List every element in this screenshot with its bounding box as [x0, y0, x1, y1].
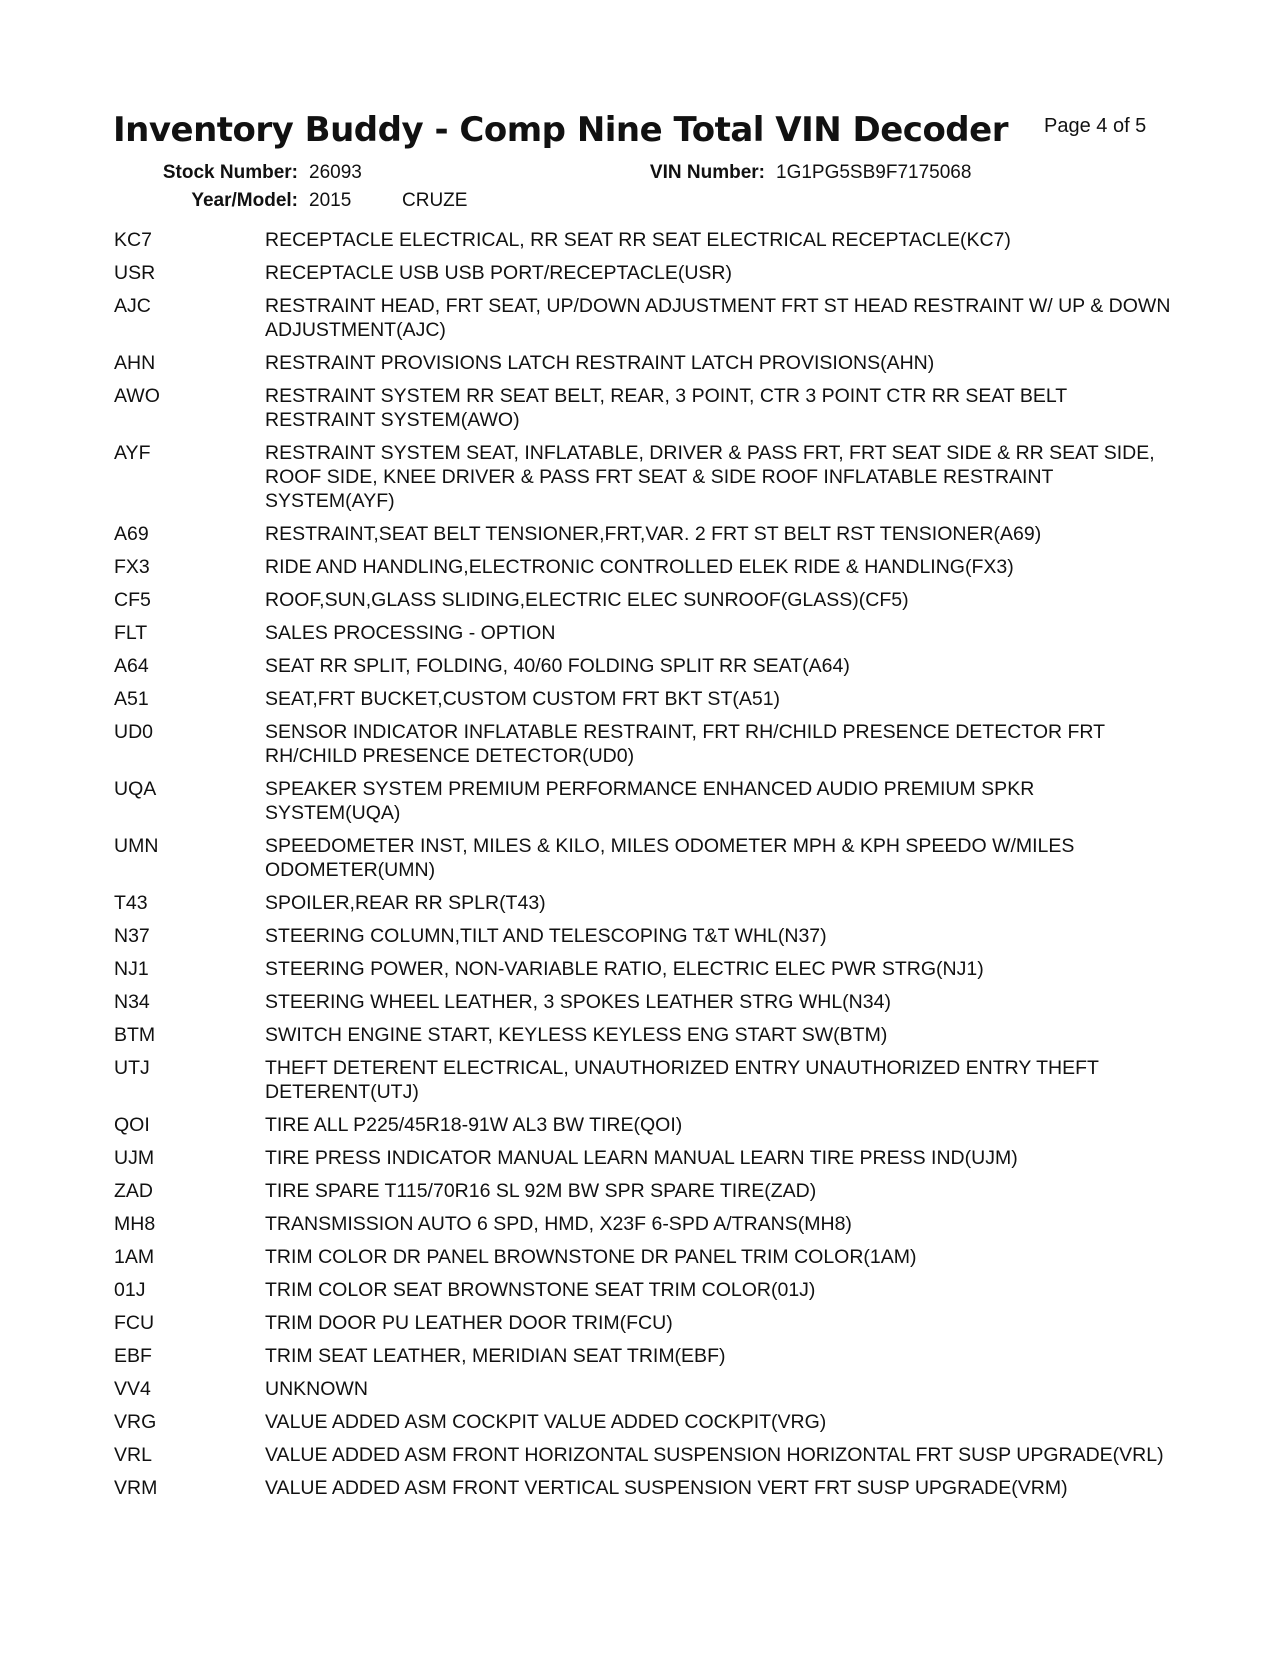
option-code: MH8 [114, 1213, 156, 1235]
page-number: Page 4 of 5 [1044, 115, 1147, 137]
option-code-row [114, 654, 1174, 678]
option-code: N34 [114, 991, 150, 1013]
option-code: VRG [114, 1411, 157, 1433]
option-code-row [114, 924, 1174, 948]
option-description: TRIM DOOR PU LEATHER DOOR TRIM(FCU) [265, 1312, 673, 1334]
option-description: RESTRAINT,SEAT BELT TENSIONER,FRT,VAR. 2 FRT ST BELT RST TENSIONER(A69) [265, 523, 1042, 545]
option-code-row [114, 384, 1174, 432]
option-code-row [114, 1179, 1174, 1203]
option-code-row [114, 957, 1174, 981]
option-description: SEAT RR SPLIT, FOLDING, 40/60 FOLDING SPLIT RR SEAT(A64) [265, 655, 850, 677]
option-code-row [114, 351, 1174, 375]
option-code-list [114, 228, 1174, 1509]
option-code-row [114, 777, 1174, 825]
option-code: UTJ [114, 1057, 150, 1079]
option-description: VALUE ADDED ASM COCKPIT VALUE ADDED COCKPIT(VRG) [265, 1411, 827, 1433]
option-description: SALES PROCESSING - OPTION [265, 622, 556, 644]
option-description: SPEAKER SYSTEM PREMIUM PERFORMANCE ENHANCED AUDIO PREMIUM SPKR SYSTEM(UQA) [265, 778, 1035, 824]
option-description: SWITCH ENGINE START, KEYLESS KEYLESS ENG START SW(BTM) [265, 1024, 888, 1046]
option-code: AWO [114, 385, 160, 407]
option-description: RECEPTACLE ELECTRICAL, RR SEAT RR SEAT ELECTRICAL RECEPTACLE(KC7) [265, 229, 1011, 251]
year-value: 2015 [309, 190, 352, 211]
stock-number-label: Stock Number: [162, 162, 298, 183]
option-code-row [114, 555, 1174, 579]
vin-number-label: VIN Number: [649, 162, 765, 183]
option-description: TIRE PRESS INDICATOR MANUAL LEARN MANUAL LEARN TIRE PRESS IND(UJM) [265, 1147, 1018, 1169]
option-description: RESTRAINT SYSTEM SEAT, INFLATABLE, DRIVER & PASS FRT, FRT SEAT SIDE & RR SEAT SIDE, ROOF SIDE, KNEE DRIVER & PASS FRT SEAT & SIDE ROOF INFLATABLE RESTRAINT SYSTEM(AYF) [265, 442, 1155, 512]
option-code: VV4 [114, 1378, 151, 1400]
option-description: SENSOR INDICATOR INFLATABLE RESTRAINT, FRT RH/CHILD PRESENCE DETECTOR FRT RH/CHILD PRESENCE DETECTOR(UD0) [265, 721, 1105, 767]
option-code: A51 [114, 688, 149, 710]
option-code: A64 [114, 655, 149, 677]
option-code: FLT [114, 622, 148, 644]
option-description: RESTRAINT PROVISIONS LATCH RESTRAINT LATCH PROVISIONS(AHN) [265, 352, 935, 374]
option-code: CF5 [114, 589, 151, 611]
option-code-row [114, 1023, 1174, 1047]
option-code-row [114, 1245, 1174, 1269]
option-code: VRL [114, 1444, 152, 1466]
option-code-row [114, 1146, 1174, 1170]
option-code: AJC [114, 295, 151, 317]
option-description: TRANSMISSION AUTO 6 SPD, HMD, X23F 6-SPD A/TRANS(MH8) [265, 1213, 852, 1235]
option-description: RECEPTACLE USB USB PORT/RECEPTACLE(USR) [265, 262, 733, 284]
option-description: TRIM COLOR DR PANEL BROWNSTONE DR PANEL TRIM COLOR(1AM) [265, 1246, 917, 1268]
option-code: UD0 [114, 721, 154, 743]
option-description: TRIM COLOR SEAT BROWNSTONE SEAT TRIM COLOR(01J) [265, 1279, 816, 1301]
option-code-row [114, 1212, 1174, 1236]
vin-number-value: 1G1PG5SB9F7175068 [776, 162, 972, 183]
option-code: QOI [114, 1114, 150, 1136]
option-description: TIRE ALL P225/45R18-91W AL3 BW TIRE(QOI) [265, 1114, 683, 1136]
option-description: RESTRAINT HEAD, FRT SEAT, UP/DOWN ADJUSTMENT FRT ST HEAD RESTRAINT W/ UP & DOWN ADJUSTMENT(AJC) [265, 295, 1171, 341]
option-description: TRIM SEAT LEATHER, MERIDIAN SEAT TRIM(EBF) [265, 1345, 726, 1367]
option-description: RESTRAINT SYSTEM RR SEAT BELT, REAR, 3 POINT, CTR 3 POINT CTR RR SEAT BELT RESTRAINT SYSTEM(AWO) [265, 385, 1067, 431]
option-code-row [114, 1377, 1174, 1401]
option-code: USR [114, 262, 156, 284]
option-code: AYF [114, 442, 151, 464]
option-description: TIRE SPARE T115/70R16 SL 92M BW SPR SPARE TIRE(ZAD) [265, 1180, 817, 1202]
option-description: UNKNOWN [265, 1378, 368, 1400]
option-code-row [114, 687, 1174, 711]
option-code-row [114, 834, 1174, 882]
option-code-row [114, 621, 1174, 645]
option-code-row [114, 1113, 1174, 1137]
option-code-row [114, 1344, 1174, 1368]
option-code-row [114, 588, 1174, 612]
option-description: SEAT,FRT BUCKET,CUSTOM CUSTOM FRT BKT ST(A51) [265, 688, 781, 710]
year-model-label: Year/Model: [191, 190, 298, 211]
option-code-row [114, 990, 1174, 1014]
option-code-row [114, 294, 1174, 342]
option-code: FX3 [114, 556, 150, 578]
option-description: STEERING COLUMN,TILT AND TELESCOPING T&T WHL(N37) [265, 925, 827, 947]
option-code-row [114, 1443, 1174, 1467]
option-code-row [114, 891, 1174, 915]
option-code-row [114, 720, 1174, 768]
page-title: Inventory Buddy - Comp Nine Total VIN Decoder [113, 110, 1008, 150]
option-code-row [114, 1410, 1174, 1434]
option-code: BTM [114, 1024, 156, 1046]
option-code-row [114, 228, 1174, 252]
option-description: THEFT DETERENT ELECTRICAL, UNAUTHORIZED ENTRY UNAUTHORIZED ENTRY THEFT DETERENT(UTJ) [265, 1057, 1099, 1103]
option-code: KC7 [114, 229, 152, 251]
option-description: STEERING POWER, NON-VARIABLE RATIO, ELECTRIC ELEC PWR STRG(NJ1) [265, 958, 984, 980]
option-description: SPOILER,REAR RR SPLR(T43) [265, 892, 546, 914]
option-code: 01J [114, 1279, 146, 1301]
option-code-row [114, 261, 1174, 285]
option-code: A69 [114, 523, 149, 545]
option-code-row [114, 522, 1174, 546]
option-description: ROOF,SUN,GLASS SLIDING,ELECTRIC ELEC SUNROOF(GLASS)(CF5) [265, 589, 909, 611]
option-code: AHN [114, 352, 156, 374]
option-code: UQA [114, 778, 157, 800]
option-description: STEERING WHEEL LEATHER, 3 SPOKES LEATHER STRG WHL(N34) [265, 991, 891, 1013]
option-code: UMN [114, 835, 159, 857]
option-description: VALUE ADDED ASM FRONT HORIZONTAL SUSPENSION HORIZONTAL FRT SUSP UPGRADE(VRL) [265, 1444, 1164, 1466]
option-code-row [114, 1311, 1174, 1335]
option-code: NJ1 [114, 958, 149, 980]
option-description: SPEEDOMETER INST, MILES & KILO, MILES ODOMETER MPH & KPH SPEEDO W/MILES ODOMETER(UMN) [265, 835, 1075, 881]
option-code-row [114, 441, 1174, 513]
option-code: 1AM [114, 1246, 155, 1268]
option-code: EBF [114, 1345, 152, 1367]
option-description: RIDE AND HANDLING,ELECTRONIC CONTROLLED ELEK RIDE & HANDLING(FX3) [265, 556, 1014, 578]
option-code: N37 [114, 925, 150, 947]
option-code: UJM [114, 1147, 155, 1169]
option-code: ZAD [114, 1180, 153, 1202]
option-code: FCU [114, 1312, 155, 1334]
option-code-row [114, 1476, 1174, 1500]
option-code-row [114, 1056, 1174, 1104]
option-code: VRM [114, 1477, 158, 1499]
model-value: CRUZE [402, 190, 468, 211]
stock-number-value: 26093 [309, 162, 362, 183]
option-code: T43 [114, 892, 148, 914]
option-code-row [114, 1278, 1174, 1302]
option-description: VALUE ADDED ASM FRONT VERTICAL SUSPENSION VERT FRT SUSP UPGRADE(VRM) [265, 1477, 1068, 1499]
